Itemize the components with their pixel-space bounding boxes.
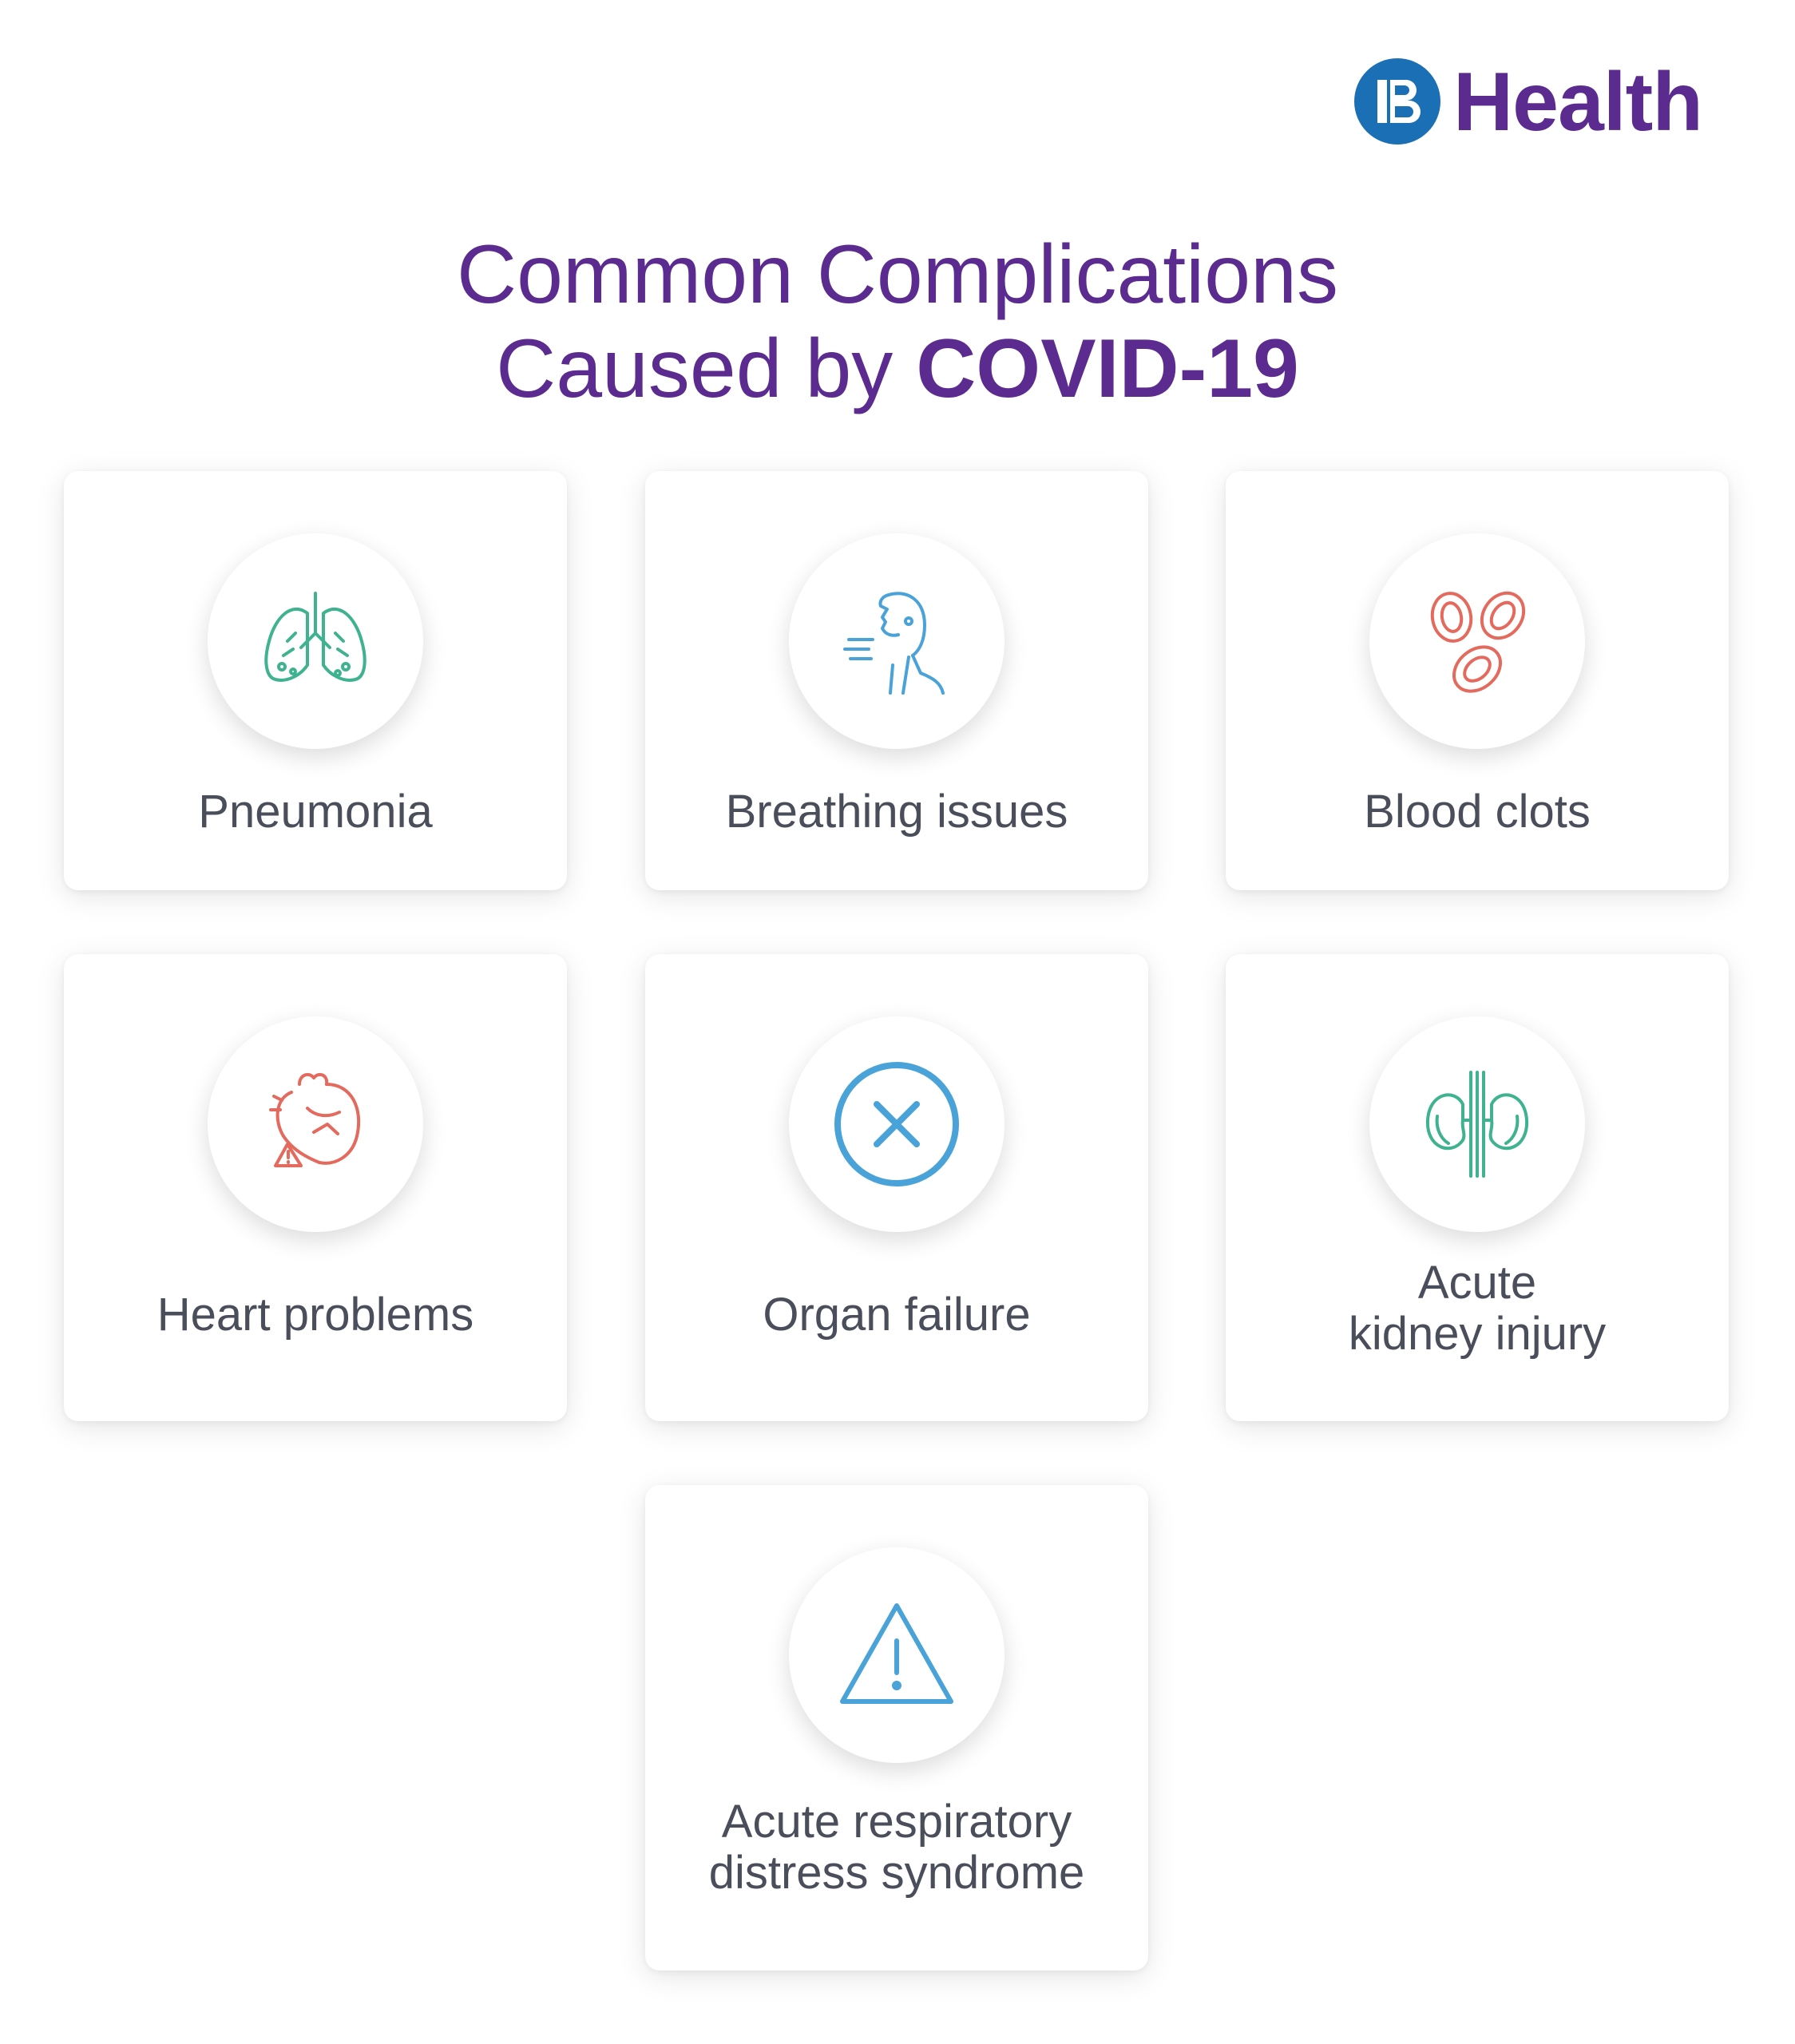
card-label-line-2: kidney injury bbox=[1348, 1308, 1607, 1360]
card-label: Pneumonia bbox=[198, 786, 433, 838]
icon-circle bbox=[1369, 1016, 1585, 1232]
icon-circle bbox=[208, 1016, 423, 1232]
icon-circle bbox=[1369, 533, 1585, 749]
card-blood-clots bbox=[1226, 471, 1729, 890]
card-label: Blood clots bbox=[1364, 786, 1591, 838]
title-line-1: Common Complications bbox=[457, 228, 1338, 321]
blood-cells-icon bbox=[1413, 577, 1541, 705]
card-label: Breathing issues bbox=[725, 786, 1068, 838]
card-acute-respiratory-distress-syndrome bbox=[645, 1485, 1148, 1971]
icon-circle bbox=[789, 1547, 1004, 1763]
brand-logo bbox=[1353, 54, 1737, 150]
card-label: Organ failure bbox=[763, 1289, 1031, 1341]
title-line-2-bold: COVID-19 bbox=[916, 323, 1299, 415]
card-label-line-1: Acute respiratory bbox=[721, 1796, 1072, 1848]
kidneys-icon bbox=[1413, 1060, 1541, 1188]
x-circle-icon bbox=[833, 1060, 961, 1188]
card-organ-failure bbox=[645, 954, 1148, 1421]
card-label: Heart problems bbox=[157, 1289, 474, 1341]
brand-mark-icon bbox=[1353, 57, 1441, 145]
heart-warning-icon bbox=[252, 1060, 379, 1188]
title-line-2-prefix: Caused by bbox=[496, 323, 917, 415]
icon-circle bbox=[789, 533, 1004, 749]
breathing-person-icon bbox=[833, 577, 961, 705]
page-title bbox=[0, 228, 1795, 416]
icon-circle bbox=[208, 533, 423, 749]
card-acute-kidney-injury bbox=[1226, 954, 1729, 1421]
lungs-icon bbox=[252, 577, 379, 705]
title-line-2 bbox=[0, 322, 1795, 416]
card-pneumonia bbox=[64, 471, 567, 890]
card-breathing-issues bbox=[645, 471, 1148, 890]
icon-circle bbox=[789, 1016, 1004, 1232]
card-label-line-2: distress syndrome bbox=[708, 1847, 1085, 1899]
card-label-line-1: Acute bbox=[1417, 1257, 1537, 1309]
card-label bbox=[645, 1796, 1148, 1899]
brand-name: Health bbox=[1453, 56, 1702, 149]
card-label bbox=[1226, 1258, 1729, 1360]
warning-triangle-icon bbox=[833, 1591, 961, 1719]
card-heart-problems bbox=[64, 954, 567, 1421]
